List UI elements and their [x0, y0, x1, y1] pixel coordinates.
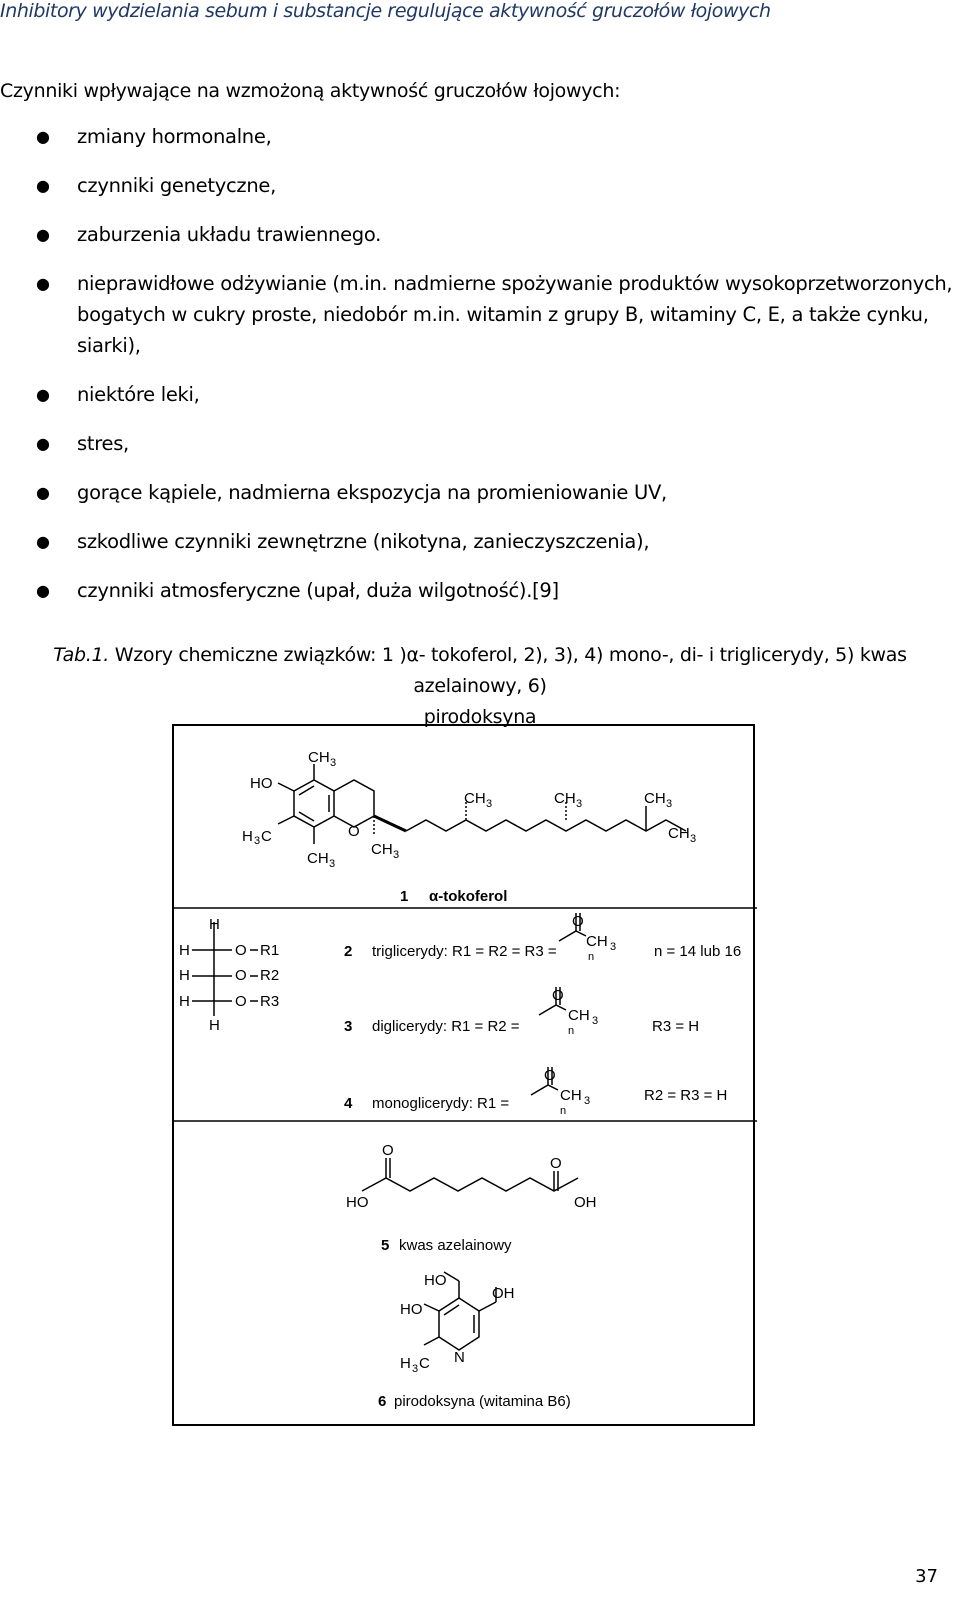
svg-text:CH: CH: [464, 790, 486, 807]
bullet-icon: ●: [36, 581, 50, 600]
svg-text:H: H: [209, 916, 220, 933]
svg-text:n: n: [560, 1105, 567, 1117]
compound-name: α-tokoferol: [429, 888, 508, 905]
list-item: ● czynniki atmosferyczne (upał, duża wilgotność).[9]: [0, 566, 960, 615]
svg-text:6: 6: [378, 1393, 387, 1410]
svg-text:CH: CH: [568, 1007, 590, 1024]
svg-text:HO: HO: [424, 1272, 447, 1289]
svg-text:C: C: [261, 828, 272, 845]
svg-text:O: O: [235, 993, 247, 1010]
svg-text:OH: OH: [492, 1285, 515, 1302]
svg-text:3: 3: [666, 798, 673, 810]
svg-text:CH: CH: [644, 790, 666, 807]
svg-text:CH: CH: [554, 790, 576, 807]
svg-text:H: H: [242, 828, 253, 845]
svg-text:O: O: [552, 987, 564, 1004]
list-item: ● zmiany hormonalne,: [0, 112, 960, 161]
svg-text:O: O: [235, 942, 247, 959]
chemical-structures-figure: [172, 724, 755, 1426]
svg-text:3: 3: [329, 858, 336, 870]
svg-text:monoglicerydy: R1 =: monoglicerydy: R1 =: [372, 1095, 510, 1112]
list-item: ● gorące kąpiele, nadmierna ekspozycja na promieniowanie UV,: [0, 468, 960, 517]
list-item: ● szkodliwe czynniki zewnętrzne (nikotyna, zanieczyszczenia),: [0, 517, 960, 566]
svg-text:CH: CH: [307, 850, 329, 867]
svg-text:C: C: [419, 1355, 430, 1372]
pyran-ring: [334, 780, 374, 827]
svg-text:3: 3: [576, 798, 583, 810]
svg-text:N: N: [454, 1349, 465, 1366]
svg-text:3: 3: [610, 941, 617, 953]
svg-text:CH: CH: [586, 933, 608, 950]
svg-text:R1: R1: [260, 942, 280, 959]
ch-label: CH: [308, 749, 330, 766]
alkyl-chain: [406, 820, 686, 831]
svg-text:n: n: [588, 951, 595, 963]
list-item: ● niektóre leki,: [0, 370, 960, 419]
factors-list: [0, 112, 960, 615]
svg-text:H: H: [179, 967, 190, 984]
svg-text:R2: R2: [260, 967, 280, 984]
svg-text:H: H: [179, 942, 190, 959]
svg-text:H: H: [179, 993, 190, 1010]
running-header: Inhibitory wydzielania sebum i substancje regulujące aktywność gruczołów łojowych: [0, 0, 771, 22]
svg-text:3: 3: [690, 833, 697, 845]
bullet-icon: ●: [36, 127, 50, 146]
list-item: ● czynniki genetyczne,: [0, 161, 960, 210]
svg-text:3: 3: [330, 757, 337, 769]
azelaic-chain: [362, 1178, 578, 1191]
svg-text:HO: HO: [400, 1301, 423, 1318]
intro-text: Czynniki wpływające na wzmożoną aktywność gruczołów łojowych:: [0, 80, 621, 102]
svg-text:5: 5: [381, 1237, 390, 1254]
svg-text:triglicerydy: R1 = R2 = R3 =: triglicerydy: R1 = R2 = R3 =: [372, 943, 557, 960]
structures-svg: [174, 726, 757, 1428]
svg-text:n = 14 lub 16: n = 14 lub 16: [654, 943, 742, 960]
svg-text:3: 3: [412, 1363, 419, 1375]
bullet-icon: ●: [36, 385, 50, 404]
benzene-ring: [294, 780, 334, 827]
bullet-icon: ●: [36, 274, 50, 293]
svg-text:n: n: [568, 1025, 575, 1037]
svg-text:3: 3: [592, 1015, 599, 1027]
svg-text:kwas azelainowy: kwas azelainowy: [399, 1237, 512, 1254]
svg-text:O: O: [550, 1155, 562, 1172]
svg-text:3: 3: [486, 798, 493, 810]
svg-text:O: O: [235, 967, 247, 984]
bullet-icon: ●: [36, 225, 50, 244]
svg-text:3: 3: [393, 849, 400, 861]
bullet-icon: ●: [36, 176, 50, 195]
svg-text:CH: CH: [560, 1087, 582, 1104]
svg-text:H: H: [209, 1017, 220, 1034]
bullet-icon: ●: [36, 434, 50, 453]
list-item: ● nieprawidłowe odżywianie (m.in. nadmierne spożywanie produktów wysokoprzetworzonych, bogatych w cukry proste, niedobór m.in. witamin z grupy B, witaminy C, E, a także cynku, siarki),: [0, 259, 960, 370]
svg-text:O: O: [544, 1067, 556, 1084]
svg-text:HO: HO: [346, 1194, 369, 1211]
svg-text:H: H: [400, 1355, 411, 1372]
svg-text:3: 3: [344, 1018, 353, 1035]
svg-text:OH: OH: [574, 1194, 597, 1211]
svg-text:O: O: [572, 913, 584, 930]
svg-text:R2 = R3 = H: R2 = R3 = H: [644, 1087, 728, 1104]
svg-text:O: O: [382, 1142, 394, 1159]
svg-text:R3: R3: [260, 993, 280, 1010]
ho-label: HO: [250, 775, 273, 792]
bullet-icon: ●: [36, 483, 50, 502]
svg-text:4: 4: [344, 1095, 353, 1112]
svg-text:2: 2: [344, 943, 353, 960]
svg-text:R3 = H: R3 = H: [652, 1018, 700, 1035]
svg-text:pirodoksyna (witamina B6): pirodoksyna (witamina B6): [394, 1393, 571, 1410]
list-item: ● stres,: [0, 419, 960, 468]
list-item: ● zaburzenia układu trawiennego.: [0, 210, 960, 259]
svg-text:diglicerydy: R1 = R2 =: diglicerydy: R1 = R2 =: [372, 1018, 520, 1035]
svg-text:3: 3: [254, 835, 261, 847]
svg-text:3: 3: [584, 1095, 591, 1107]
bullet-icon: ●: [36, 532, 50, 551]
table-caption: Tab.1. Wzory chemiczne związków: 1 )α- tokoferol, 2), 3), 4) mono-, di- i triglicerydy, 5) kwas azelainowy, 6) pirodoksyna: [53, 644, 907, 728]
svg-text:CH: CH: [668, 825, 690, 842]
compound-number: 1: [400, 888, 409, 905]
page-number: 37: [915, 1566, 938, 1587]
svg-text:CH: CH: [371, 841, 393, 858]
svg-text:O: O: [348, 823, 360, 840]
